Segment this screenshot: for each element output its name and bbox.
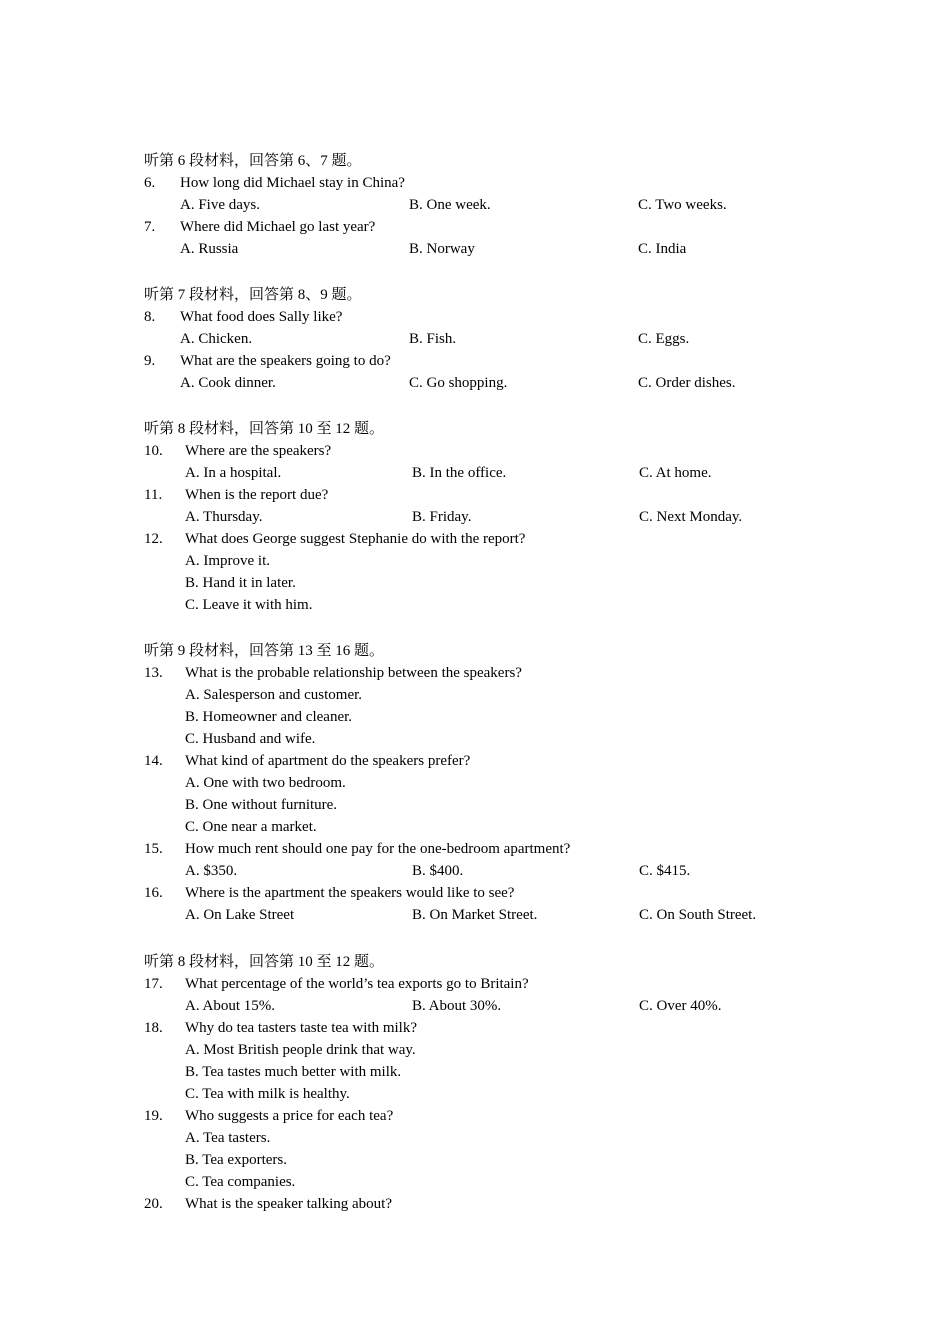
option-a: A. One with two bedroom. xyxy=(185,775,346,791)
section-heading: 听第 7 段材料，回答第 8、9 题。 xyxy=(144,287,362,303)
question-text: What food does Sally like? xyxy=(180,309,343,325)
options-row xyxy=(144,506,824,528)
option-b: B. $400. xyxy=(412,863,464,879)
option-b: B. Fish. xyxy=(409,331,457,347)
option-c: C. One near a market. xyxy=(185,819,317,835)
option-a: A. Most British people drink that way. xyxy=(185,1042,416,1058)
question-8 xyxy=(144,306,824,328)
question-18 xyxy=(144,1017,824,1039)
section-heading: 听第 6 段材料，回答第 6、7 题。 xyxy=(144,153,362,169)
question-number: 16. xyxy=(144,885,163,901)
option-c: C. On South Street. xyxy=(639,907,757,923)
option-b: B. Homeowner and cleaner. xyxy=(185,709,353,725)
options-row xyxy=(144,904,824,926)
option-b: B. One without furniture. xyxy=(185,797,338,813)
option-c: C. $415. xyxy=(639,863,691,879)
question-text: What are the speakers going to do? xyxy=(180,353,391,369)
option-c: C. Order dishes. xyxy=(638,375,736,391)
question-text: What kind of apartment do the speakers prefer? xyxy=(185,753,471,769)
section-10 xyxy=(144,951,824,1215)
section-heading: 听第 8 段材料，回答第 10 至 12 题。 xyxy=(144,421,385,437)
question-16 xyxy=(144,882,824,904)
question-text: How much rent should one pay for the one-bedroom apartment? xyxy=(185,841,571,857)
question-number: 18. xyxy=(144,1020,163,1036)
question-text: Where is the apartment the speakers would like to see? xyxy=(185,885,515,901)
question-text: How long did Michael stay in China? xyxy=(180,175,405,191)
question-11 xyxy=(144,484,824,506)
question-text: Where are the speakers? xyxy=(185,443,332,459)
question-12 xyxy=(144,528,824,550)
option-c: C. Two weeks. xyxy=(638,197,727,213)
options-row xyxy=(144,372,824,394)
option-b: B. In the office. xyxy=(412,465,507,481)
question-number: 7. xyxy=(144,219,156,235)
option-a: A. About 15%. xyxy=(185,998,275,1014)
section-9 xyxy=(144,640,824,926)
option-c: C. Husband and wife. xyxy=(185,731,316,747)
option-b: B. One week. xyxy=(409,197,491,213)
option-b: B. On Market Street. xyxy=(412,907,538,923)
option-c: C. Over 40%. xyxy=(639,998,722,1014)
question-number: 17. xyxy=(144,976,163,992)
option-a: A. Five days. xyxy=(180,197,260,213)
options-row xyxy=(144,238,824,260)
section-6 xyxy=(144,150,824,260)
option-a: A. Salesperson and customer. xyxy=(185,687,363,703)
question-text: What does George suggest Stephanie do with the report? xyxy=(185,531,526,547)
options-row xyxy=(144,328,824,350)
option-b: B. Norway xyxy=(409,241,475,257)
question-text: What is the probable relationship between the speakers? xyxy=(185,665,522,681)
question-9 xyxy=(144,350,824,372)
options-row xyxy=(144,860,824,882)
question-number: 19. xyxy=(144,1108,163,1124)
option-c: C. Eggs. xyxy=(638,331,690,347)
section-8 xyxy=(144,418,824,616)
option-a: A. Improve it. xyxy=(185,553,270,569)
question-number: 11. xyxy=(144,487,163,503)
option-a: A. On Lake Street xyxy=(185,907,295,923)
question-number: 9. xyxy=(144,353,156,369)
question-17 xyxy=(144,973,824,995)
option-a: A. Russia xyxy=(180,241,239,257)
question-19 xyxy=(144,1105,824,1127)
question-text: What is the speaker talking about? xyxy=(185,1196,393,1212)
question-text: Who suggests a price for each tea? xyxy=(185,1108,394,1124)
question-number: 8. xyxy=(144,309,156,325)
option-a: A. In a hospital. xyxy=(185,465,282,481)
question-number: 12. xyxy=(144,531,163,547)
section-heading: 听第 8 段材料，回答第 10 至 12 题。 xyxy=(144,954,385,970)
question-number: 14. xyxy=(144,753,163,769)
options-row xyxy=(144,462,824,484)
question-14 xyxy=(144,750,824,772)
question-text: Why do tea tasters taste tea with milk? xyxy=(185,1020,418,1036)
option-c: C. At home. xyxy=(639,465,712,481)
option-b: B. Friday. xyxy=(412,509,472,525)
options-row xyxy=(144,194,824,216)
question-10 xyxy=(144,440,824,462)
question-13 xyxy=(144,662,824,684)
option-c: C. Leave it with him. xyxy=(185,597,313,613)
question-number: 6. xyxy=(144,175,156,191)
question-6 xyxy=(144,172,824,194)
option-a: A. $350. xyxy=(185,863,238,879)
option-a: A. Chicken. xyxy=(180,331,253,347)
option-b: B. About 30%. xyxy=(412,998,502,1014)
option-b: B. Hand it in later. xyxy=(185,575,296,591)
options-row xyxy=(144,995,824,1017)
question-number: 13. xyxy=(144,665,163,681)
option-c: C. Tea with milk is healthy. xyxy=(185,1086,350,1102)
question-number: 15. xyxy=(144,841,163,857)
question-number: 20. xyxy=(144,1196,163,1212)
option-b: B. Tea tastes much better with milk. xyxy=(185,1064,402,1080)
question-text: When is the report due? xyxy=(185,487,329,503)
question-number: 10. xyxy=(144,443,163,459)
question-text: Where did Michael go last year? xyxy=(180,219,376,235)
option-b: C. Go shopping. xyxy=(409,375,508,391)
section-7 xyxy=(144,284,824,394)
question-15 xyxy=(144,838,824,860)
option-a: A. Cook dinner. xyxy=(180,375,276,391)
question-7 xyxy=(144,216,824,238)
option-c: C. Next Monday. xyxy=(639,509,743,525)
question-text: What percentage of the world’s tea exports go to Britain? xyxy=(185,976,529,992)
option-a: A. Tea tasters. xyxy=(185,1130,271,1146)
option-c: C. Tea companies. xyxy=(185,1174,296,1190)
section-heading: 听第 9 段材料，回答第 13 至 16 题。 xyxy=(144,643,385,659)
option-a: A. Thursday. xyxy=(185,509,263,525)
question-20 xyxy=(144,1193,824,1215)
option-b: B. Tea exporters. xyxy=(185,1152,287,1168)
option-c: C. India xyxy=(638,241,687,257)
